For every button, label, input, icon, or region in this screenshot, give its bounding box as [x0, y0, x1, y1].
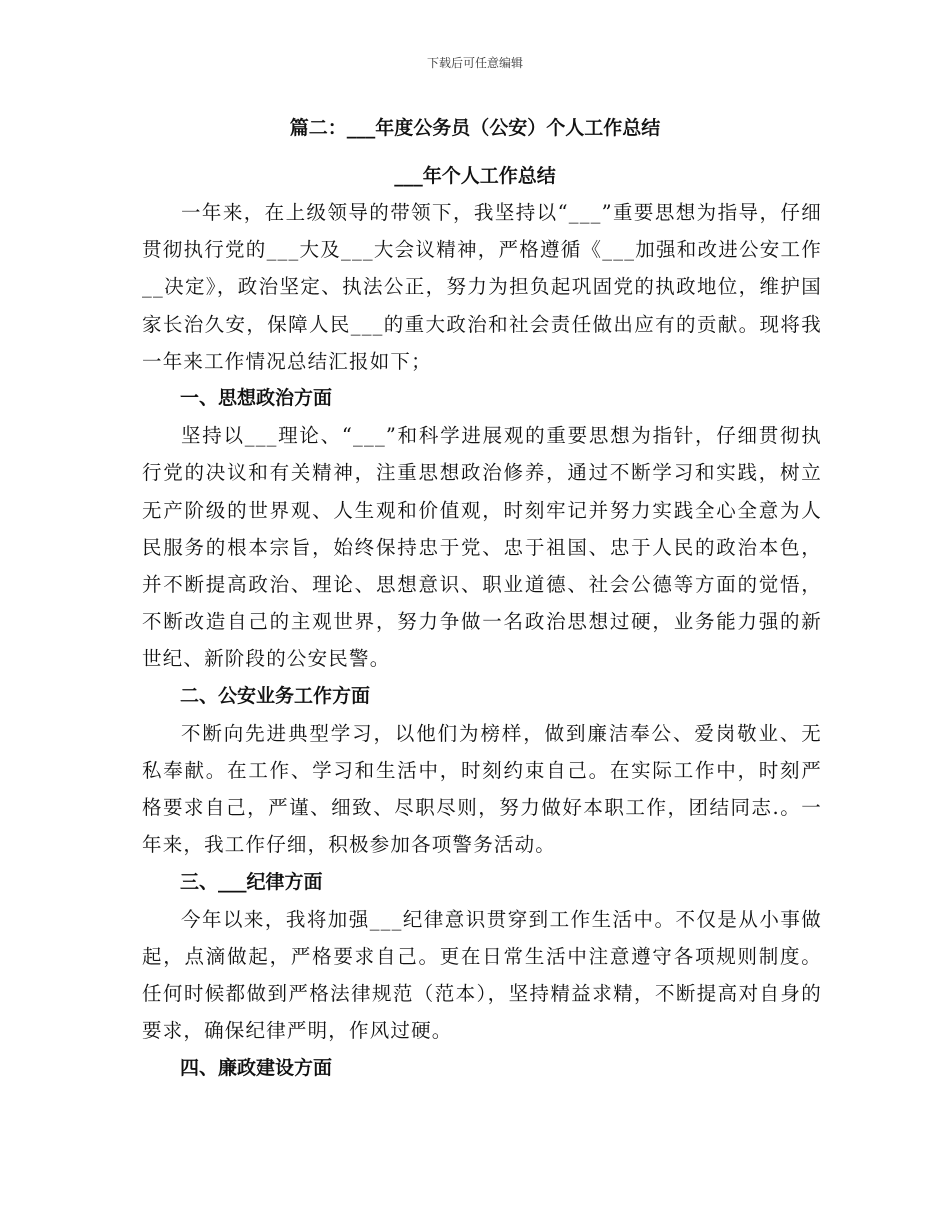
- section-heading: 二、公安业务工作方面: [180, 684, 371, 707]
- section-heading: 三、___纪律方面: [180, 870, 323, 893]
- section-heading: 一、思想政治方面: [180, 387, 333, 410]
- body-paragraph: 不断向先进典型学习，以他们为榜样，做到廉洁奉公、爱岗敬业、无私奉献。在工作、学习和生活中，时刻约束自己。在实际工作中，时刻严格要求自己，严谨、细致、尽职尽则，努力做好本职工作，团结同志.。一年来，我工作仔细，积极参加各项警务活动。: [142, 721, 822, 857]
- body-paragraph: 坚持以___理论、“___”和科学进展观的重要思想为指针，仔细贯彻执行党的决议和有关精神，注重思想政治修养，通过不断学习和实践，树立无产阶级的世界观、人生观和价值观，时刻牢记并努力实践全心全意为人民服务的根本宗旨，始终保持忠于党、忠于祖国、忠于人民的政治本色，并不断提高政治、理论、思想意识、职业道德、社会公德等方面的觉悟，不断改造自己的主观世界，努力争做一名政治思想过硬，业务能力强的新世纪、新阶段的公安民警。: [142, 424, 822, 671]
- document-title: 篇二：___年度公务员（公安）个人工作总结: [289, 117, 661, 139]
- body-paragraph: 今年以来，我将加强___纪律意识贯穿到工作生活中。不仅是从小事做起，点滴做起，严格要求自己。更在日常生活中注意遵守各项规则制度。任何时候都做到严格法律规范（范本），坚持精益求精，不断提高对自身的要求，确保纪律严明，作风过硬。: [142, 907, 822, 1043]
- section-heading: 四、廉政建设方面: [180, 1056, 333, 1079]
- body-paragraph: 一年来，在上级领导的带领下，我坚持以“___”重要思想为指导，仔细贯彻执行党的___大及___大会议精神，严格遵循《___加强和改进公安工作__决定》，政治坚定、执法公正，努力为担负起巩固党的执政地位，维护国家长治久安，保障人民___的重大政治和社会责任做出应有的贡献。现将我一年来工作情况总结汇报如下；: [142, 201, 822, 373]
- document-body: [142, 194, 822, 1087]
- header-note: 下载后可任意编辑: [426, 56, 523, 70]
- document-subtitle: ___年个人工作总结: [394, 165, 556, 187]
